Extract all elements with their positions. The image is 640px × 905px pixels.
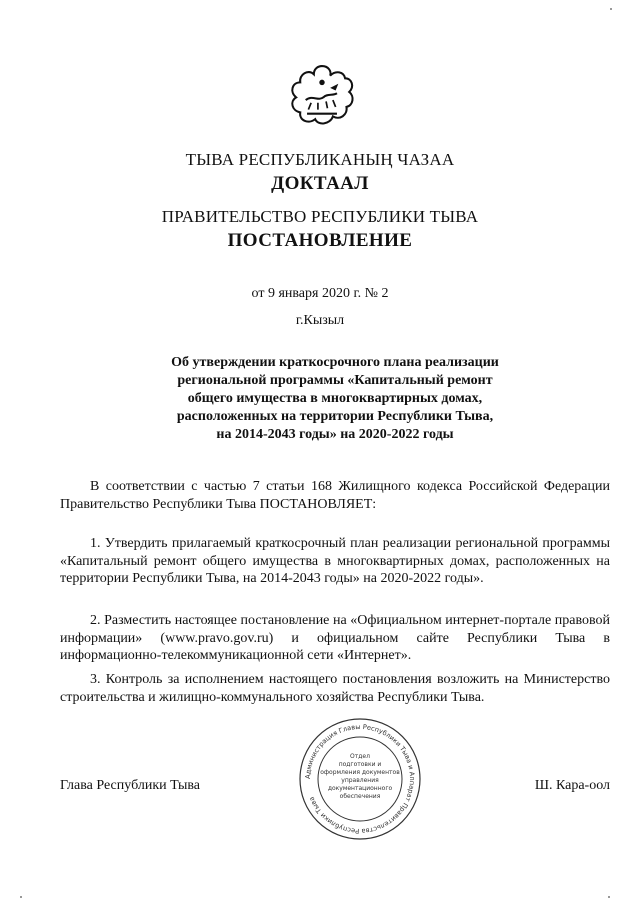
emblem-of-tuva-icon (288, 62, 356, 130)
title-line: Об утверждении краткосрочного плана реализации (171, 355, 499, 370)
item-2-paragraph: 2. Разместить настоящее постановление на «Официальном интернет-портале правовой информации» (www.pravo.gov.ru) и официальном сайте Республики Тыва в информационно-телекоммуникационной сети «Интернет». (60, 613, 610, 663)
item-3-paragraph: 3. Контроль за исполнением настоящего постановления возложить на Министерство строительства и жилищно-коммунального хозяйства Республики Тыва. (60, 672, 610, 705)
scan-speck (608, 896, 610, 898)
title-line: общего имущества в многоквартирных домах, (187, 391, 483, 406)
signatory-position: Глава Республики Тыва (60, 778, 201, 793)
title-line: расположенных на территории Республики Тыва, (176, 409, 494, 424)
stamp-center-line: оформления документов (320, 769, 400, 776)
city: г.Кызыл (295, 313, 345, 328)
stamp-ring-text: Администрация Главы Республики Тыва и Аппарат Правительства Республики Тыва (303, 722, 417, 836)
signatory-name: Ш. Кара-оол (534, 778, 610, 793)
stamp-center-line: обеспечения (339, 793, 381, 800)
stamp-center-line: документационного (327, 785, 393, 792)
stamp-center-line: подготовки и (338, 761, 382, 768)
document-title (60, 354, 610, 444)
stamp-center-line: управления (341, 777, 379, 784)
header-line-tuvan: ТЫВА РЕСПУБЛИКАНЫҢ ЧАЗАА (185, 150, 455, 169)
official-stamp (297, 716, 423, 842)
intro-paragraph: В соответствии с частью 7 статьи 168 Жилищного кодекса Российской Федерации Правительство Республики Тыва ПОСТАНОВЛЯЕТ: (60, 479, 610, 512)
date-number: от 9 января 2020 г. № 2 (251, 286, 389, 301)
header-doc-type: ПОСТАНОВЛЕНИЕ (227, 230, 413, 251)
title-line: региональной программы «Капитальный ремонт (177, 373, 493, 388)
scan-speck (20, 896, 22, 898)
title-line: на 2014-2043 годы» на 2020-2022 годы (216, 427, 454, 442)
stamp-center-line: Отдел (350, 753, 370, 760)
scan-speck (610, 8, 612, 10)
header-doc-type-tuvan: ДОКТААЛ (271, 173, 369, 194)
header-government: ПРАВИТЕЛЬСТВО РЕСПУБЛИКИ ТЫВА (161, 207, 479, 226)
item-1-paragraph: 1. Утвердить прилагаемый краткосрочный план реализации региональной программы «Капитальный ремонт общего имущества в многоквартирных домах, расположенных на территории Республики Тыва, на 2014-2043 годы» на 2020-2022 годы». (60, 536, 610, 586)
